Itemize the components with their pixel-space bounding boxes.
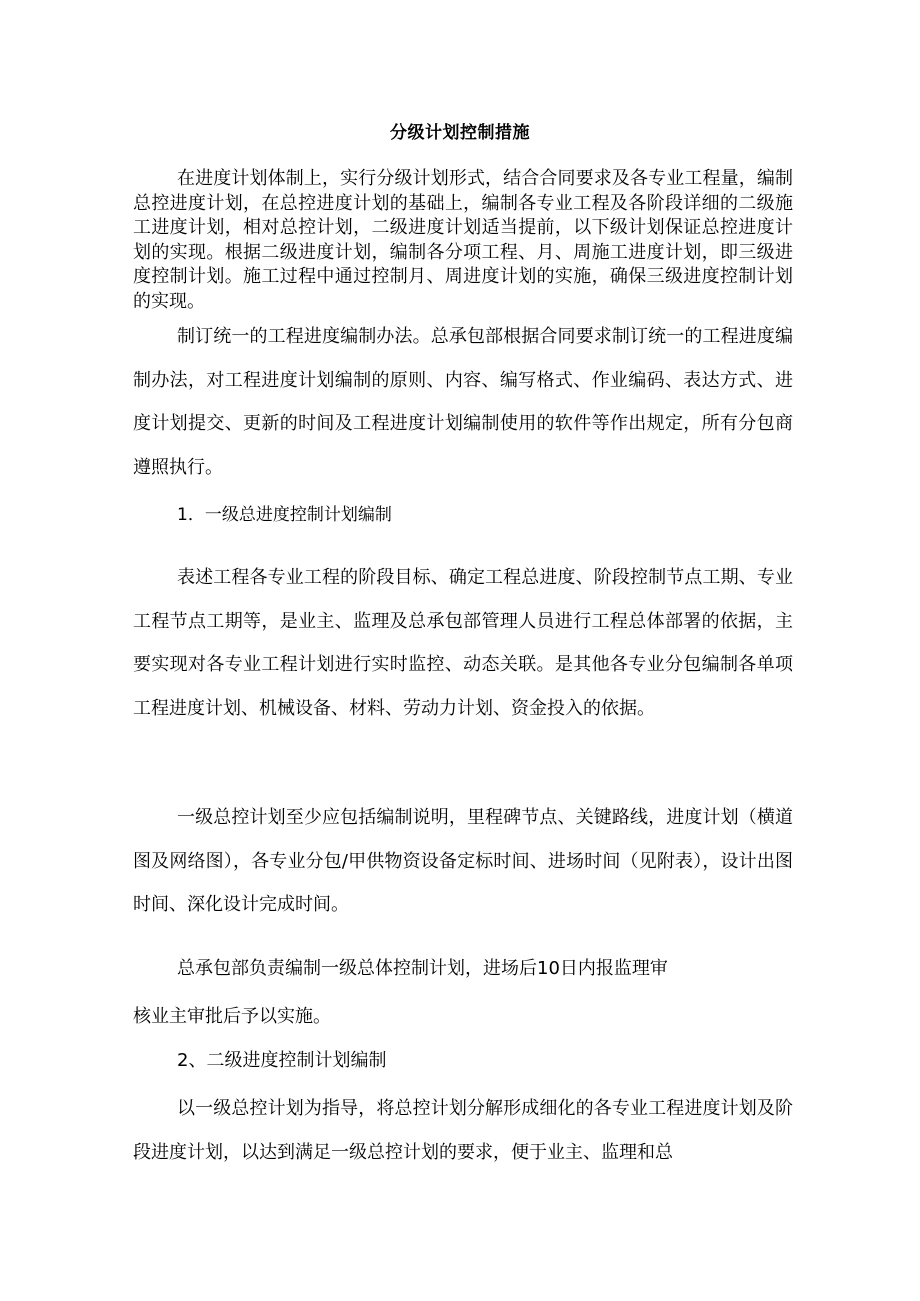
paragraph-level2-description: 以一级总控计划为指导，将总控计划分解形成细化的各专业工程进度计划及阶段进度计划，以达到满足一级总控计划的要求，便于业主、监理和总 [133, 1098, 793, 1163]
heading-level2-plan: 2、二级进度控制计划编制 [177, 1050, 387, 1071]
paragraph-intro: 在进度计划体制上，实行分级计划形式，结合合同要求及各专业工程量，编制总控进度计划，在总控进度计划的基础上，编制各专业工程及各阶段详细的二级施工进度计划，相对总控计划，二级进度计划适当提前，以下级计划保证总控进度计划的实现。根据二级进度计划，编制各分项工程、月、周施工进度计划，即三级进度控制计划。施工过程中通过控制月、周进度计划的实施，确保三级进度控制计划的实现。 [133, 168, 793, 312]
paragraph-responsibility-line2: 核业主审批后予以实施。 [133, 1006, 331, 1027]
paragraph-level1-description: 表述工程各专业工程的阶段目标、确定工程总进度、阶段控制节点工期、专业工程节点工期等，是业主、监理及总承包部管理人员进行工程总体部署的依据，主要实现对各专业工程计划进行实时监控、动态关联。是其他各专业分包编制各单项工程进度计划、机械设备、材料、劳动力计划、资金投入的依据。 [133, 567, 793, 719]
paragraph-unified-method: 制订统一的工程进度编制办法。总承包部根据合同要求制订统一的工程进度编制办法，对工程进度计划编制的原则、内容、编写格式、作业编码、表达方式、进度计划提交、更新的时间及工程进度计划编制使用的软件等作出规定，所有分包商遵照执行。 [133, 326, 793, 478]
paragraph-responsibility-line1: 总承包部负责编制一级总体控制计划，进场后10日内报监理审 [177, 958, 668, 979]
heading-level1-plan: 1．一级总进度控制计划编制 [177, 505, 392, 525]
document-title: 分级计划控制措施 [390, 123, 530, 143]
paragraph-level1-contents: 一级总控计划至少应包括编制说明，里程碑节点、关键路线，进度计划（横道图及网络图），各专业分包/甲供物资设备定标时间、进场时间（见附表），设计出图时间、深化设计完成时间。 [133, 807, 793, 915]
